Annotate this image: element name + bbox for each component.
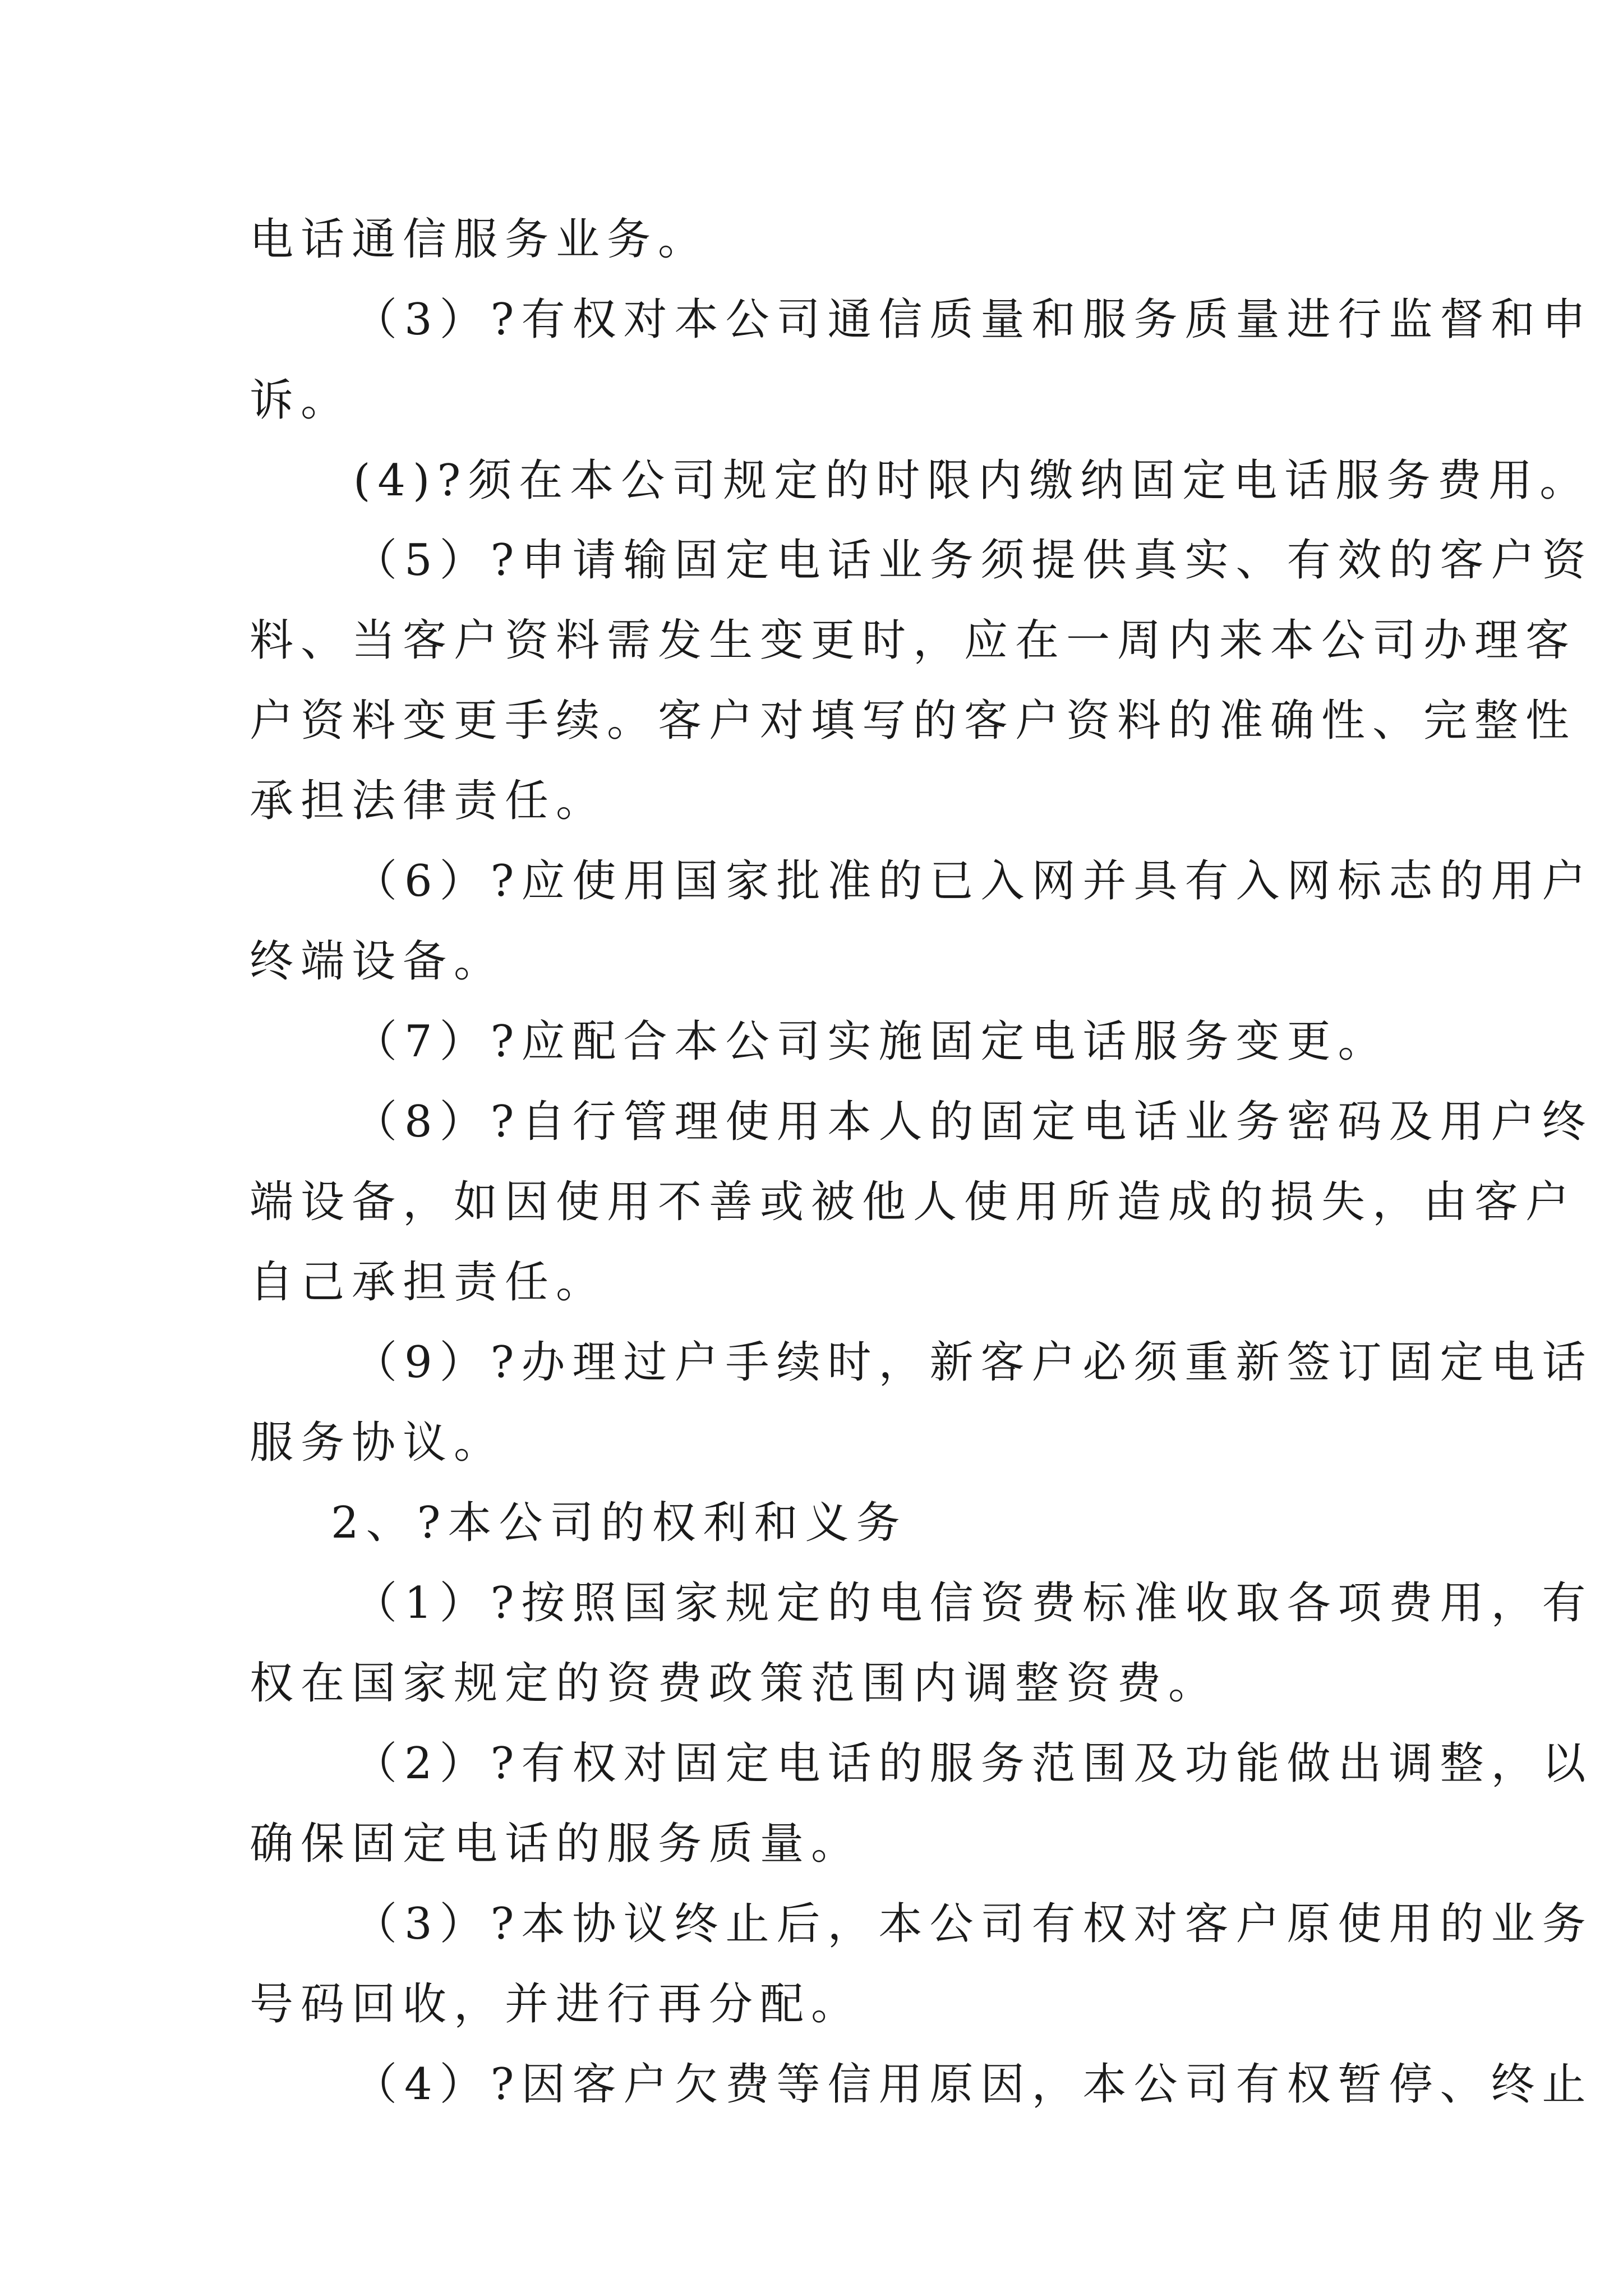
section-heading: 2、?本公司的权利和义务 <box>331 1498 907 1548</box>
text-line: （7）?应配合本公司实施固定电话服务变更。 <box>353 1016 1389 1067</box>
text-line: 户资料变更手续。客户对填写的客户资料的准确性、完整性 <box>250 696 1577 746</box>
text-line: 料、当客户资料需发生变更时，应在一周内来本公司办理客 <box>250 615 1577 666</box>
text-line: （4）?因客户欠费等信用原因，本公司有权暂停、终止 <box>353 2059 1593 2110</box>
text-line: 确保固定电话的服务质量。 <box>250 1819 863 1869</box>
text-line: 服务协议。 <box>250 1418 505 1468</box>
text-line: 号码回收，并进行再分配。 <box>250 1979 863 2030</box>
text-line: 电话通信服务业务。 <box>250 214 709 265</box>
text-line: （5）?申请输固定电话业务须提供真实、有效的客户资 <box>353 535 1593 586</box>
text-line: 承担法律责任。 <box>250 776 607 826</box>
text-line: （8）?自行管理使用本人的固定电话业务密码及用户终 <box>353 1097 1593 1147</box>
text-line: 诉。 <box>250 375 352 426</box>
text-line: （3）?本协议终止后，本公司有权对客户原使用的业务 <box>353 1899 1593 1949</box>
text-line: 终端设备。 <box>250 936 505 987</box>
text-line: (4)?须在本公司规定的时限内缴纳固定电话服务费用。 <box>353 455 1591 506</box>
text-line: 端设备，如因使用不善或被他人使用所造成的损失，由客户 <box>250 1177 1577 1227</box>
text-line: 自己承担责任。 <box>250 1257 607 1308</box>
text-line: （3）?有权对本公司通信质量和服务质量进行监督和申 <box>353 295 1593 345</box>
text-line: （6）?应使用国家批准的已入网并具有入网标志的用户 <box>353 856 1593 907</box>
text-line: 权在国家规定的资费政策范围内调整资费。 <box>250 1658 1220 1709</box>
text-line: （9）?办理过户手续时，新客户必须重新签订固定电话 <box>353 1337 1593 1388</box>
text-line: （2）?有权对固定电话的服务范围及功能做出调整，以 <box>353 1738 1593 1789</box>
text-line: （1）?按照国家规定的电信资费标准收取各项费用，有 <box>353 1578 1593 1628</box>
